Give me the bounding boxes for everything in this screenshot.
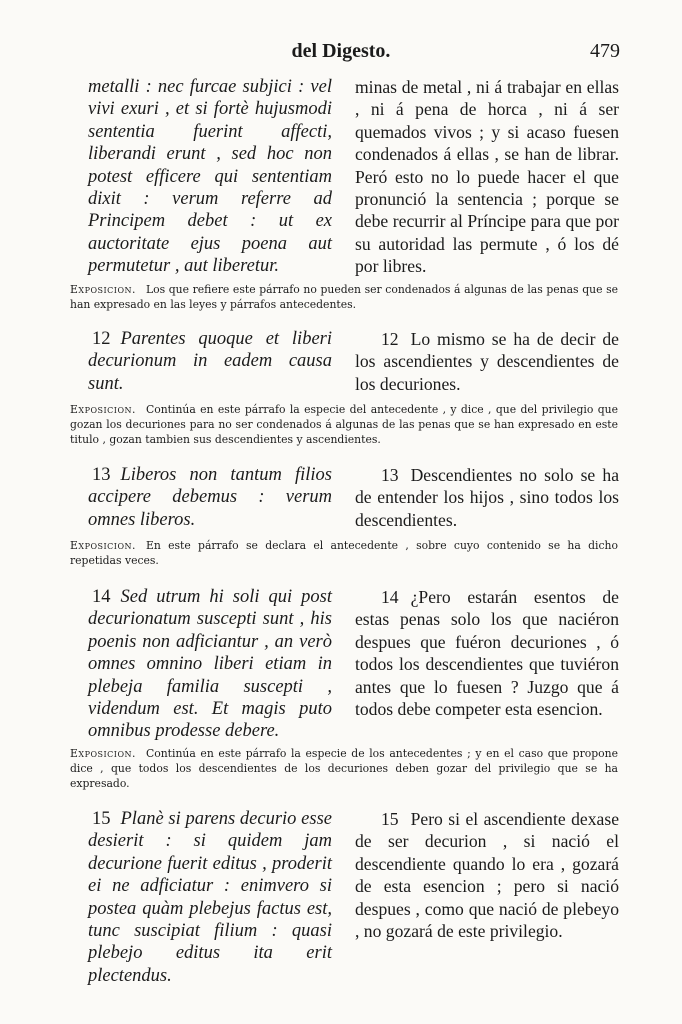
exposicion-label: Exposicion. <box>70 283 136 296</box>
latin-text <box>88 586 332 743</box>
exposicion-text: Continúa en este párrafo la especie de los antecedentes ; y en el caso que propone dice , que todos los descendientes de los decuriones deben gozar del privilegio que se ha expresado. <box>70 747 618 790</box>
latin-body: Parentes quoque et liberi decurionum in eadem causa sunt. <box>88 329 332 394</box>
spanish-text <box>355 328 619 395</box>
exposicion-note <box>70 282 618 312</box>
paragraph-number: 14 <box>92 587 111 607</box>
latin-body: Planè si parens decurio esse desierit : si quidem jam decurione fuerit editus , proderit ei ne adficiatur : enimvero si postea quàm plebejus factus est, tunc suscipiat filium : quasi plebejo editus ita erit plectendus. <box>88 809 332 986</box>
exposicion-note <box>70 746 618 791</box>
spanish-text <box>355 464 619 531</box>
paragraph-number: 15 <box>92 809 111 829</box>
spanish-body: ¿Pero estarán esentos de estas penas solo los que naciéron despues que fuéron decuriones , ó todos los descendientes que tuviéron antes que lo fuesen ? Juzgo que á todos debe competer esta esencion. <box>355 587 619 720</box>
exposicion-label: Exposicion. <box>70 747 136 760</box>
spanish-text: minas de metal , ni á trabajar en ellas , ni á pena de horca , ni á ser quemados vivos ; y si acaso fuesen condenados á ellas , se han de librar. Peró esto no lo puede hacer el que pronunció la sentencia ; porque se debe recurrir al Príncipe para que por su autoridad las permute , ó los dé por libres. <box>355 77 619 277</box>
exposicion-label: Exposicion. <box>70 403 136 416</box>
paragraph-number: 14 <box>381 587 399 607</box>
latin-text <box>88 328 332 395</box>
exposicion-note <box>70 402 618 447</box>
paragraph-number: 12 <box>381 329 399 349</box>
paragraph-number: 13 <box>381 465 399 485</box>
spanish-body: Pero si el ascendiente dexase de ser decurion , si nació el descendiente quando lo era , gozará de esta esencion ; pero si nació despues , como que nació de plebeyo , no gozará de este privilegio. <box>355 809 619 942</box>
paragraph-number: 12 <box>92 329 111 349</box>
paragraph-number: 13 <box>92 465 111 485</box>
paragraph-number: 15 <box>381 809 399 829</box>
page-header <box>0 38 682 68</box>
spanish-body: Descendientes no solo se ha de entender los hijos , sino todos los descendientes. <box>355 465 619 530</box>
latin-body: Liberos non tantum filios accipere debemus : verum omnes liberos. <box>88 465 332 530</box>
exposicion-text: Los que refiere este párrafo no pueden ser condenados á algunas de las penas que se han expresado en las leyes y párrafos antecedentes. <box>70 283 618 311</box>
exposicion-note <box>70 538 618 568</box>
exposicion-text: Continúa en este párrafo la especie del antecedente , y dice , que del privilegio que gozan los decuriones para no ser condenados á algunas de las penas que se han expresado en este titulo , gozan tambien sus descendientes y ascendientes. <box>70 403 618 446</box>
running-title: del Digesto. <box>291 40 391 62</box>
latin-body: Sed utrum hi soli qui post decurionatum suscepti sunt , his poenis non adficiantur , an verò omnes omnino liberi etiam in plebeja familia suscepti , videndum est. Et magis puto omnibus prodesse debere. <box>88 587 332 742</box>
spanish-text <box>355 808 619 942</box>
spanish-body: Lo mismo se ha de decir de los ascendientes y descendientes de los decuriones. <box>355 329 619 394</box>
spanish-text <box>355 586 619 720</box>
latin-text <box>88 808 332 987</box>
exposicion-label: Exposicion. <box>70 539 136 552</box>
exposicion-text: En este párrafo se declara el antecedente , sobre cuyo contenido se ha dicho repetidas veces. <box>70 539 618 567</box>
latin-text: metalli : nec furcae subjici : vel vivi exuri , et si fortè hujusmodi sententia fuerint affecti, liberandi erunt , sed hoc non potest efficere qui sententiam dixit : verum referre ad Principem debet : ut ex auctoritate ejus poena aut permutetur , aut liberetur. <box>88 77 332 277</box>
page-number: 479 <box>590 40 620 62</box>
latin-text <box>88 464 332 531</box>
